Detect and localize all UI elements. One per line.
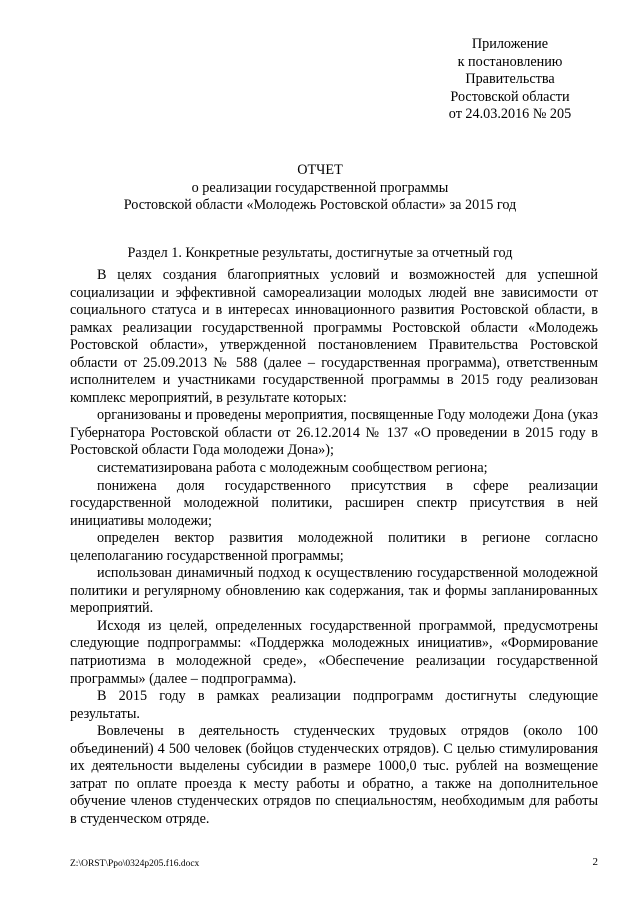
body-paragraph: В целях создания благоприятных условий и возможностей для успешной социализации и эффективной самореализации молодых людей вне зависимости от социального статуса и в интересах инновационного развития Ростовской области, в рамках реализации государственной программы Ростовской области «Молодежь Ростовской области», утвержденной постановлением Правительства Ростовской области от 25.09.2013 № 588 (далее – государственная программа), ответственным исполнителем и участниками государственной программы в 2015 году реализован комплекс мероприятий, в результате которых: <box>70 267 598 406</box>
report-heading: ОТЧЕТ <box>297 162 343 178</box>
body-paragraph: организованы и проведены мероприятия, посвященные Году молодежи Дона (указ Губернатора Ростовской области от 26.12.2014 № 137 «О проведении в 2015 году в Ростовской области Года молодежи Дона»); <box>70 407 598 459</box>
report-title-block <box>60 162 580 215</box>
appendix-line: Приложение <box>471 36 549 52</box>
appendix-stamp <box>420 36 600 124</box>
body-paragraph: понижена доля государственного присутствия в сфере реализации государственной молодежной политики, расширен спектр присутствия в ней инициативы молодежи; <box>70 477 598 529</box>
appendix-line: Правительства <box>465 71 555 88</box>
section-heading: Раздел 1. Конкретные результаты, достигнутые за отчетный год <box>127 245 513 261</box>
body-paragraph: определен вектор развития молодежной политики в регионе согласно целеполаганию государственной программы; <box>70 530 598 564</box>
body-paragraph: Вовлечены в деятельность студенческих трудовых отрядов (около 100 объединений) 4 500 человек (бойцов студенческих отрядов). С целью стимулирования их деятельности выделены субсидии в размере 1000,0 тыс. рублей на возмещение затрат по оплате проезда к месту работы и обратно, а также на дополнительное обучение членов студенческих отрядов по специальностям, необходимым для работы в студенческом отряде. <box>70 723 598 827</box>
body-paragraph: В 2015 году в рамках реализации подпрограмм достигнуты следующие результаты. <box>70 688 598 722</box>
body-paragraph: систематизирована работа с молодежным сообществом региона; <box>97 460 488 477</box>
appendix-line: к постановлению <box>457 53 563 70</box>
report-subtitle-line2: Ростовской области «Молодежь Ростовской области» за 2015 год <box>123 197 517 214</box>
report-subtitle-line1: о реализации государственной программы <box>191 179 449 196</box>
body-paragraph: Исходя из целей, определенных государственной программой, предусмотрены следующие подпрограммы: «Поддержка молодежных инициатив», «Формирование патриотизма в молодежной среде», «Обеспечение реализации государственной программы» (далее – подпрограмма). <box>70 617 598 687</box>
appendix-date-line: от 24.03.2016 № 205 <box>448 106 572 123</box>
appendix-line: Ростовской области <box>450 88 570 105</box>
page-number: 2 <box>592 856 598 868</box>
document-body <box>70 267 598 829</box>
footer-file-path: Z:\ORST\Ppo\0324p205.f16.docx <box>70 859 200 869</box>
body-paragraph: использован динамичный подход к осуществлению государственной молодежной политики и регулярному обновлению как содержания, так и формы запланированных мероприятий. <box>70 565 598 617</box>
